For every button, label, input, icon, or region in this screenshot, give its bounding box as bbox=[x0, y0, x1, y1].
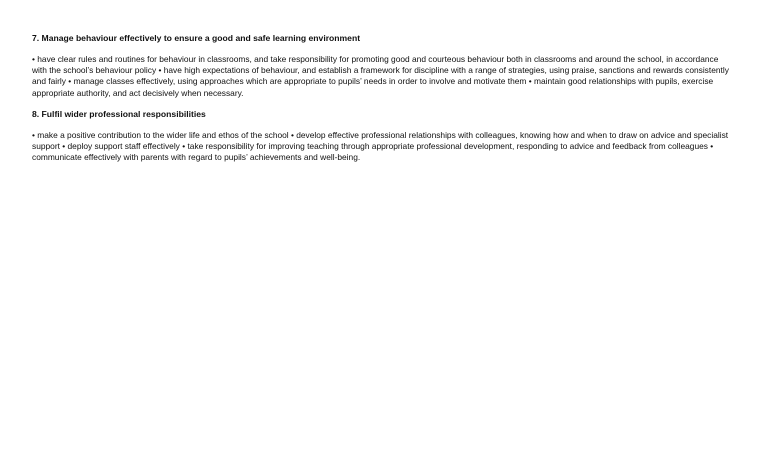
section-wider-responsibilities bbox=[32, 109, 732, 164]
document-page bbox=[32, 33, 732, 173]
section-body: • have clear rules and routines for behaviour in classrooms, and take responsibility for promoting good and courteous behaviour both in classrooms and around the school, in accordance with the school’s behaviour policy • have high expectations of behaviour, and establish a framework for discipline with a range of strategies, using praise, sanctions and rewards consistently and fairly • manage classes effectively, using approaches which are appropriate to pupils’ needs in order to involve and motivate them • maintain good relationships with pupils, exercise appropriate authority, and act decisively when necessary. bbox=[32, 54, 729, 98]
section-manage-behaviour bbox=[32, 33, 732, 99]
section-body: • make a positive contribution to the wider life and ethos of the school • develop effective professional relationships with colleagues, knowing how and when to draw on advice and specialist support • deploy support staff effectively • take responsibility for improving teaching through appropriate professional development, responding to advice and feedback from colleagues • communicate effectively with parents with regard to pupils’ achievements and well-being. bbox=[32, 129, 729, 163]
section-heading: 7. Manage behaviour effectively to ensure a good and safe learning environment bbox=[32, 33, 361, 43]
section-heading: 8. Fulfil wider professional responsibilities bbox=[32, 108, 206, 119]
